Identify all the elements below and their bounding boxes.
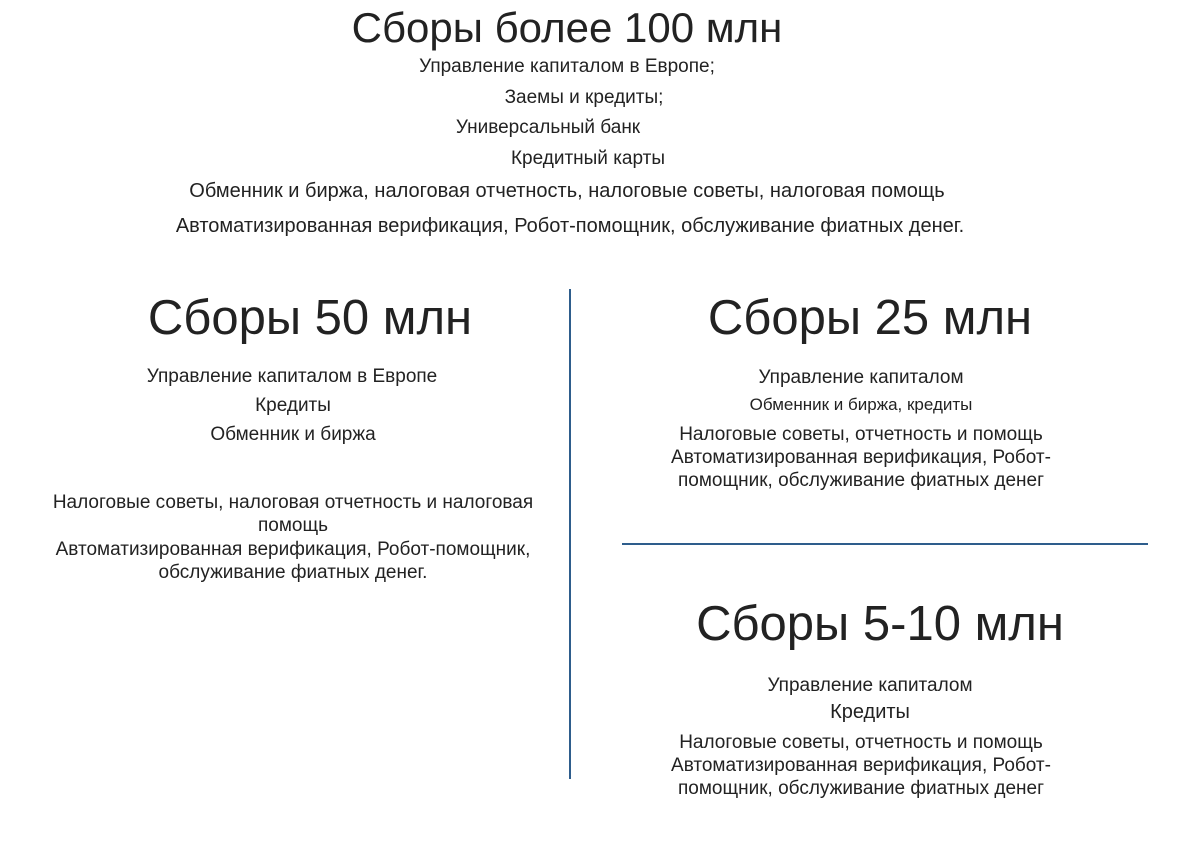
tier-100-item-4: Кредитный карты xyxy=(510,148,666,169)
vertical-divider xyxy=(569,289,571,779)
tier-50-item-4a: Налоговые советы, налоговая отчетность и налоговая xyxy=(52,492,534,513)
tier-100-item-2: Заемы и кредиты; xyxy=(504,87,664,108)
tier-100-item-1: Управление капиталом в Европе; xyxy=(419,56,715,77)
tier-25-title: Сборы 25 млн xyxy=(707,291,1033,345)
tier-25-item-3: Налоговые советы, отчетность и помощь xyxy=(679,424,1043,445)
tier-50-item-1: Управление капиталом в Европе xyxy=(146,366,438,387)
tier-50-item-4b: помощь xyxy=(257,515,329,536)
tier-100-item-3: Универсальный банк xyxy=(455,117,641,138)
tier-5-10-item-2: Кредиты xyxy=(830,701,910,723)
tier-5-10-item-1: Управление капиталом xyxy=(767,675,973,696)
tier-25-item-2: Обменник и биржа, кредиты xyxy=(749,395,973,414)
tier-5-10-item-4a: Автоматизированная верификация, Робот- xyxy=(671,755,1051,776)
tier-5-10-item-4b: помощник, обслуживание фиатных денег xyxy=(677,778,1045,799)
tier-25-item-4b: помощник, обслуживание фиатных денег xyxy=(677,470,1045,491)
tier-50-item-5a: Автоматизированная верификация, Робот-помощник, xyxy=(55,539,531,560)
tier-100-title: Сборы более 100 млн xyxy=(351,4,783,51)
tier-50-title: Сборы 50 млн xyxy=(147,291,473,345)
tier-5-10-title: Сборы 5-10 млн xyxy=(696,597,1064,651)
horizontal-divider xyxy=(622,543,1148,545)
tier-50-item-5b: обслуживание фиатных денег. xyxy=(158,562,428,583)
tier-25-item-4a: Автоматизированная верификация, Робот- xyxy=(671,447,1051,468)
tier-50-item-2: Кредиты xyxy=(255,395,331,416)
tier-25-item-1: Управление капиталом xyxy=(758,367,964,388)
tier-100-item-5: Обменник и биржа, налоговая отчетность, налоговые советы, налоговая помощь xyxy=(189,180,945,202)
tier-50-item-3: Обменник и биржа xyxy=(210,424,376,445)
tier-5-10-item-3: Налоговые советы, отчетность и помощь xyxy=(679,732,1043,753)
tier-100-item-6: Автоматизированная верификация, Робот-помощник, обслуживание фиатных денег. xyxy=(175,215,965,237)
